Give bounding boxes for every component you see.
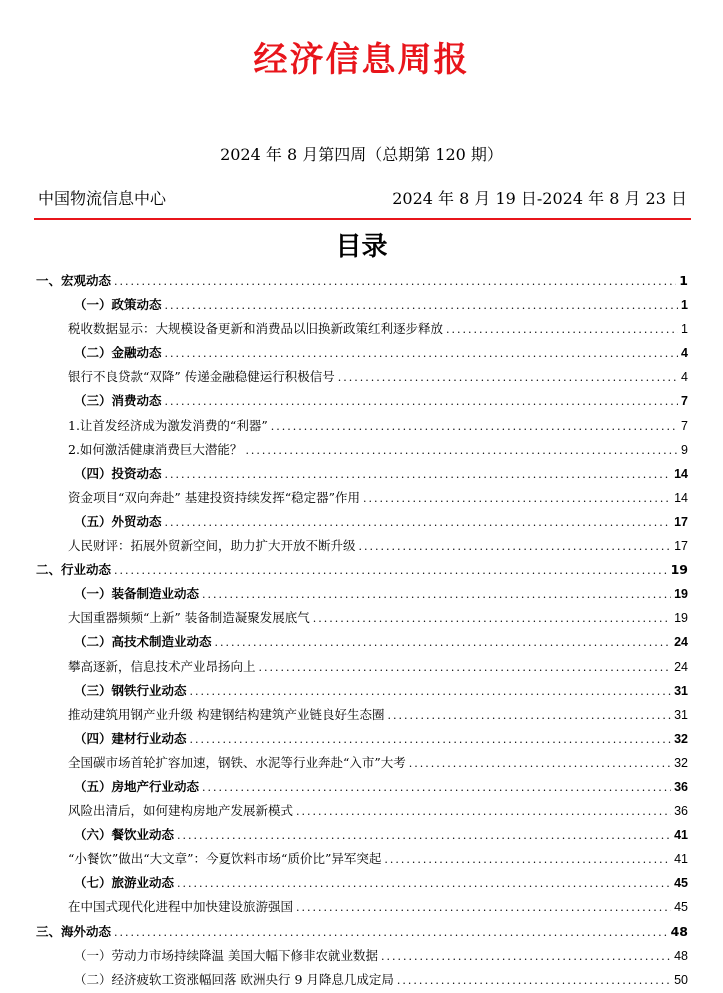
toc-dot-leader [296,896,671,920]
toc-page-number: 9 [681,442,688,457]
date-range: 2024 年 8 月 19 日-2024 年 8 月 23 日 [392,189,687,208]
toc-entry-title: （一）劳动力市场持续降温 美国大幅下修非农就业数据 [74,947,378,963]
toc-page-number: 4 [681,370,688,385]
toc-entry[interactable] [36,389,688,413]
toc-entry[interactable] [36,630,688,654]
toc-entry[interactable] [36,847,688,871]
toc-entry[interactable] [36,871,688,895]
toc-entry-title: 全国碳市场首轮扩容加速，钢铁、水泥等行业奔赴“入市”大考 [68,754,406,770]
toc-entry-title: 在中国式现代化进程中加快建设旅游强国 [68,899,294,915]
toc-entry-title: 税收数据显示：大规模设备更新和消费品以旧换新政策红利逐步释放 [68,321,444,337]
toc-entry-title: （二）高技术制造业动态 [74,634,212,650]
toc-entry-title: （四）投资动态 [74,465,162,481]
toc-entry-title: （六）餐饮业动态 [74,827,175,843]
toc-entry[interactable] [36,293,688,317]
toc-entry[interactable] [36,944,688,968]
toc-entry[interactable] [36,727,688,751]
toc-entry[interactable] [36,558,688,582]
toc-page-number: 19 [674,611,688,626]
toc-page-number: 31 [674,683,688,698]
toc-page-number: 41 [674,852,688,867]
toc-dot-leader [114,921,668,945]
toc-dot-leader [165,511,672,535]
toc-page-number: 48 [670,923,688,939]
toc-page-number: 4 [681,346,688,361]
organization-name: 中国物流信息中心 [38,189,167,208]
toc-entry-title: （一）装备制造业动态 [74,586,200,602]
issue-line: 2024 年 8 月第四周（总期第 120 期） [220,145,503,164]
toc-dot-leader [338,366,678,390]
toc-entry-title: 三、海外动态 [36,923,112,939]
toc-dot-leader [177,824,671,848]
toc-dot-leader [190,728,672,752]
toc-page-number: 32 [674,731,688,746]
toc-entry-title: （一）政策动态 [74,297,162,313]
toc-dot-leader [409,752,671,776]
toc-entry[interactable] [36,582,688,606]
toc-entry[interactable] [36,486,688,510]
toc-entry[interactable] [36,606,688,630]
toc-entry[interactable] [36,968,688,992]
toc-dot-leader [296,800,671,824]
toc-entry-title: （二）金融动态 [74,345,162,361]
toc-entry[interactable] [36,462,688,486]
toc-dot-leader [202,776,671,800]
toc-page-number: 36 [674,804,688,819]
toc-dot-leader [381,945,671,969]
toc-page-number: 14 [674,466,688,481]
toc-page-number: 50 [674,972,688,987]
toc-dot-leader [165,294,679,318]
toc-page-number: 7 [681,394,688,409]
toc-entry-title: 银行不良贷款“双降” 传递金融稳健运行积极信号 [68,369,335,385]
toc-entry[interactable] [36,341,688,365]
toc-entry-title: 大国重器频频“上新” 装备制造凝聚发展底气 [68,610,310,626]
toc-dot-leader [215,631,672,655]
toc-entry[interactable] [36,414,688,438]
toc-dot-leader [165,463,672,487]
toc-entry-title: 1.让首发经济成为激发消费的“利器” [68,417,268,433]
toc-dot-leader [245,439,678,463]
toc-page-number: 31 [674,707,688,722]
toc-dot-leader [313,607,671,631]
toc-dot-leader [202,583,671,607]
toc-dot-leader [114,559,668,583]
toc-page-number: 48 [674,948,688,963]
toc-dot-leader [384,848,671,872]
toc-page-number: 14 [674,490,688,505]
toc-page-number: 45 [674,876,688,891]
toc-dot-leader [387,704,671,728]
toc-entry[interactable] [36,365,688,389]
toc-dot-leader [177,872,671,896]
toc-heading: 目录 [335,232,388,262]
toc-page-number: 36 [674,779,688,794]
toc-entry[interactable] [36,799,688,823]
toc-entry[interactable] [36,510,688,534]
toc-entry-title: （四）建材行业动态 [74,730,187,746]
toc-dot-leader [259,656,672,680]
toc-page-number: 32 [674,755,688,770]
toc-page-number: 17 [674,514,688,529]
toc-dot-leader [363,487,671,511]
toc-entry-title: （五）外贸动态 [74,513,162,529]
toc-entry-title: 人民财评：拓展外贸新空间，助力扩大开放不断升级 [68,538,356,554]
toc-page-number: 1 [681,298,688,313]
toc-entry-title: （七）旅游业动态 [74,875,175,891]
toc-entry-title: 一、宏观动态 [36,273,112,288]
toc-entry[interactable] [36,534,688,558]
toc-dot-leader [359,535,672,559]
toc-entry-title: 推动建筑用钢产业升级 构建钢结构建筑产业链良好生态圈 [68,706,385,722]
table-of-contents [36,269,688,992]
toc-entry-title: 资金项目“双向奔赴” 基建投资持续发挥“稳定器”作用 [68,489,361,505]
toc-entry-title: 攀高逐新，信息技术产业昂扬向上 [68,658,256,674]
toc-entry[interactable] [36,317,688,341]
toc-entry[interactable] [36,751,688,775]
toc-dot-leader [165,342,679,366]
toc-page-number: 7 [681,418,688,433]
toc-page-number: 19 [670,562,688,578]
toc-entry[interactable] [36,895,688,919]
toc-page-number: 17 [674,539,688,554]
toc-entry-title: 风险出清后，如何建构房地产发展新模式 [68,803,294,819]
toc-dot-leader [165,390,679,414]
toc-dot-leader [190,680,672,704]
toc-entry-title: （三）钢铁行业动态 [74,682,187,698]
toc-entry-title: （五）房地产行业动态 [74,778,200,794]
toc-entry[interactable] [36,655,688,679]
toc-entry[interactable] [36,269,688,293]
toc-page-number: 24 [674,635,688,650]
toc-entry-title: 二、行业动态 [36,562,112,578]
toc-dot-leader [446,318,678,342]
toc-entry[interactable] [36,679,688,703]
toc-entry-title: 2.如何激活健康消费巨大潜能？ [68,441,243,457]
toc-dot-leader [397,969,671,993]
toc-dot-leader [271,415,678,439]
toc-entry[interactable] [36,438,688,462]
toc-entry-title: （二）经济疲软工资涨幅回落 欧洲央行 9 月降息几成定局 [74,971,394,987]
header-divider [34,218,691,220]
toc-page-number: 24 [674,659,688,674]
toc-page-number: 1 [679,273,688,288]
toc-page-number: 1 [681,322,688,337]
toc-entry-title: “小餐饮”做出“大文章”：今夏饮料市场“质价比”异军突起 [68,851,382,867]
toc-entry[interactable] [36,920,688,944]
toc-dot-leader [114,270,676,294]
report-title: 经济信息周报 [253,40,470,80]
toc-page-number: 19 [674,587,688,602]
toc-entry[interactable] [36,775,688,799]
toc-page-number: 41 [674,828,688,843]
toc-entry[interactable] [36,823,688,847]
toc-page-number: 45 [674,900,688,915]
toc-entry-title: （三）消费动态 [74,393,162,409]
toc-entry[interactable] [36,703,688,727]
